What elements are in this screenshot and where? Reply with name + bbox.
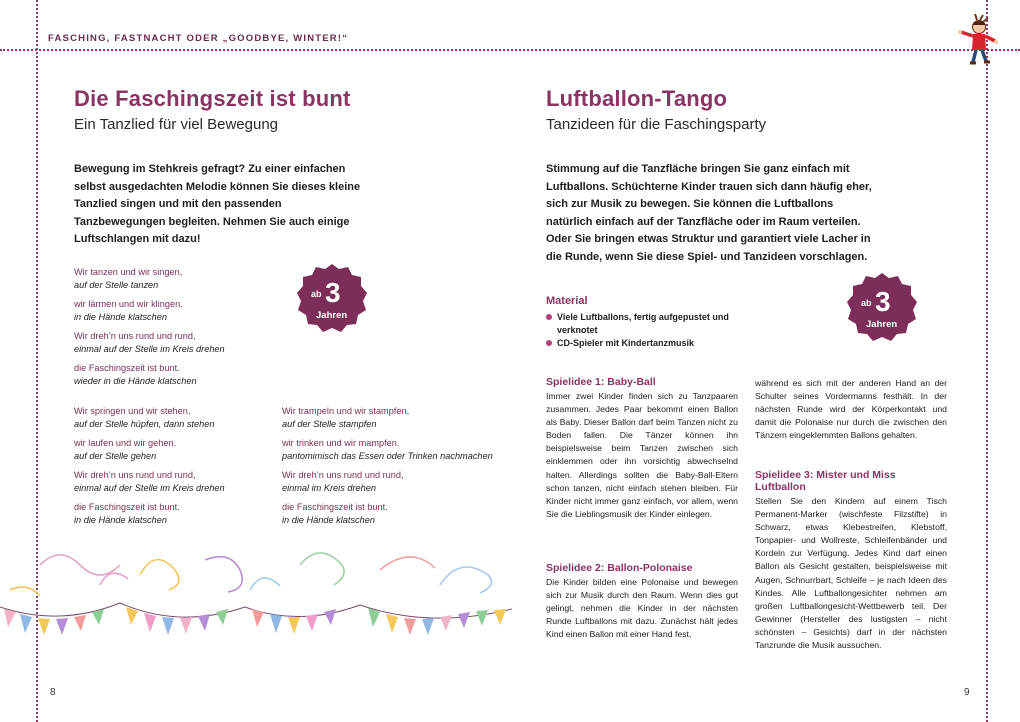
material-list	[546, 311, 746, 350]
spielidee-3-text: Stellen Sie den Kindern auf einem Tisch Permanent-Marker (wischfeste Filzstifte) in Schwarz, etwas Klebestreifen, Klebstoff, Tonpapier- und Wollreste, Schleifenbänder und Kordeln zur Verfügung. Jedes Kind darf einen Ballon als Gesicht gestalten, beispielsweise mit Augen, Schnurrbart, Schleife – je nach Ideen des Kindes. Alle Luftballongesichter nehmen am großen Luftballongesicht-Wettbewerb teil. Der Gewinner (Hersteller des lustigsten – nicht schönsten – Gesichts) darf in der nächsten Tanzrunde die Musik aussuchen.	[755, 496, 947, 651]
song-column-1-top	[74, 266, 274, 394]
bullet-icon	[546, 314, 552, 320]
left-subtitle: Ein Tanzlied für viel Bewegung	[74, 116, 279, 133]
song-verse: Wir springen und wir stehen, auf der Stelle hüpfen, dann stehen	[74, 406, 215, 429]
song-verse: Wir dreh’n uns rund und rund, einmal im Kreis drehen	[282, 470, 404, 493]
spielidee-3-heading: Spielidee 3: Mister und Miss Luftballon	[755, 469, 896, 493]
bullet-icon	[546, 340, 552, 346]
badge-unit: Jahren	[316, 310, 348, 321]
spielidee-2-continued: während es sich mit der anderen Hand an der Schulter seines Vordermanns festhält. In der nächsten Runde wird der Körperkontakt und damit die Polonaise nur durch die zwischen den Tänzern eingeklemmten Ballons gehalten.	[755, 378, 947, 441]
song-verse: Wir tanzen und wir singen, auf der Stelle tanzen	[74, 267, 183, 290]
song-verse: die Faschingszeit ist bunt. in die Hände klatschen	[282, 502, 388, 525]
left-title: Die Faschingszeit ist bunt	[74, 86, 351, 111]
running-head: FASCHING, FASTNACHT ODER „GOODBYE, WINTER!“	[48, 33, 349, 44]
spielidee-2	[546, 562, 738, 641]
bunting-garland-icon	[0, 545, 512, 650]
song-column-2	[282, 405, 497, 533]
spielidee-2-heading: Spielidee 2: Ballon-Polonaise	[546, 562, 693, 574]
song-verse: die Faschingszeit ist bunt. wieder in die Hände klatschen	[74, 363, 197, 386]
badge-ab: ab	[311, 289, 322, 299]
song-verse: Wir dreh’n uns rund und rund, einmal auf der Stelle im Kreis drehen	[74, 331, 225, 354]
spielidee-1-heading: Spielidee 1: Baby-Ball	[546, 376, 656, 388]
right-lead-text: Stimmung auf die Tanzfläche bringen Sie ganz einfach mit Luftballons. Schüchterne Kinder trauen sich dann häufig eher, sich zur Musik zu bewegen. Sie können die Luftballons natürlich einfach auf der Tanzfläche oder im Raum verteilen. Oder Sie bringen etwas Struktur und garantiert viele Lacher in die Runde, wenn Sie diese Spiel- und Tanzideen vorschlagen.	[546, 163, 872, 263]
right-subtitle: Tanzideen für die Faschingsparty	[546, 116, 767, 133]
list-item: Viele Luftballons, fertig aufgepustet und verknotet	[546, 311, 746, 337]
badge-number: 3	[875, 286, 891, 317]
song-verse: wir laufen und wir gehen. auf der Stelle gehen	[74, 438, 177, 461]
page-number-right: 9	[964, 687, 970, 698]
age-badge-icon	[847, 272, 917, 342]
list-item: CD-Spieler mit Kindertanzmusik	[546, 337, 746, 350]
age-badge-icon	[297, 263, 367, 333]
badge-unit: Jahren	[866, 319, 898, 330]
right-title: Luftballon-Tango	[546, 86, 728, 111]
song-verse: Wir dreh’n uns rund und rund, einmal auf der Stelle im Kreis drehen	[74, 470, 225, 493]
header-dotted-line	[0, 49, 1020, 51]
spielidee-3	[755, 469, 947, 652]
spielidee-2-text: Die Kinder bilden eine Polonaise und bewegen sich zur Musik durch den Raum. Wenn dies gut gelingt, nehmen die Kinder in der nächsten Runde Luftballons mit dazu. Zunächst hält jedes Kind einen Ballon mit einer Hand fest,	[546, 577, 738, 640]
badge-ab: ab	[861, 298, 872, 308]
song-verse: wir trinken und wir mampfen. pantomimisch das Essen oder Trinken nachmachen	[282, 438, 493, 461]
song-column-1-bottom	[74, 405, 279, 533]
song-verse: die Faschingszeit ist bunt. in die Hände klatschen	[74, 502, 180, 525]
spielidee-1-text: Immer zwei Kinder finden sich zu Tanzpaaren zusammen. Jedes Paar bekommt einen Ballon als Baby. Dieser Ballon darf beim Tanzen nicht zu Boden fallen. Die Tänzer können ihn beispielsweise beim Tanzen zwischen sich einklemmen oder ihn vorsichtig abwechselnd halten. Allerdings sollten die Baby-Ball-Eltern schon tanzen, nicht einfach stehen bleiben. Für Kinder nicht immer ganz einfach, vor allem, wenn Sie die Lieblingsmusik der Kinder einlegen.	[546, 391, 738, 519]
song-verse: Wir trampeln und wir stampfen, auf der Stelle stampfen	[282, 406, 410, 429]
badge-number: 3	[325, 277, 341, 308]
song-verse: wir lärmen und wir klingen. in die Hände klatschen	[74, 299, 183, 322]
spielidee-1	[546, 376, 738, 521]
dancing-child-icon	[955, 14, 1001, 72]
material-heading: Material	[546, 295, 588, 307]
right-margin-dotted-line	[986, 0, 988, 722]
left-lead-text: Bewegung im Stehkreis gefragt? Zu einer einfachen selbst ausgedachten Melodie können Sie dieses kleine Tanzlied singen und mit den passenden Tanzbewegungen begleiten. Nehmen Sie auch einige Luftschlangen mit dazu!	[74, 163, 361, 245]
page-number-left: 8	[50, 687, 56, 698]
